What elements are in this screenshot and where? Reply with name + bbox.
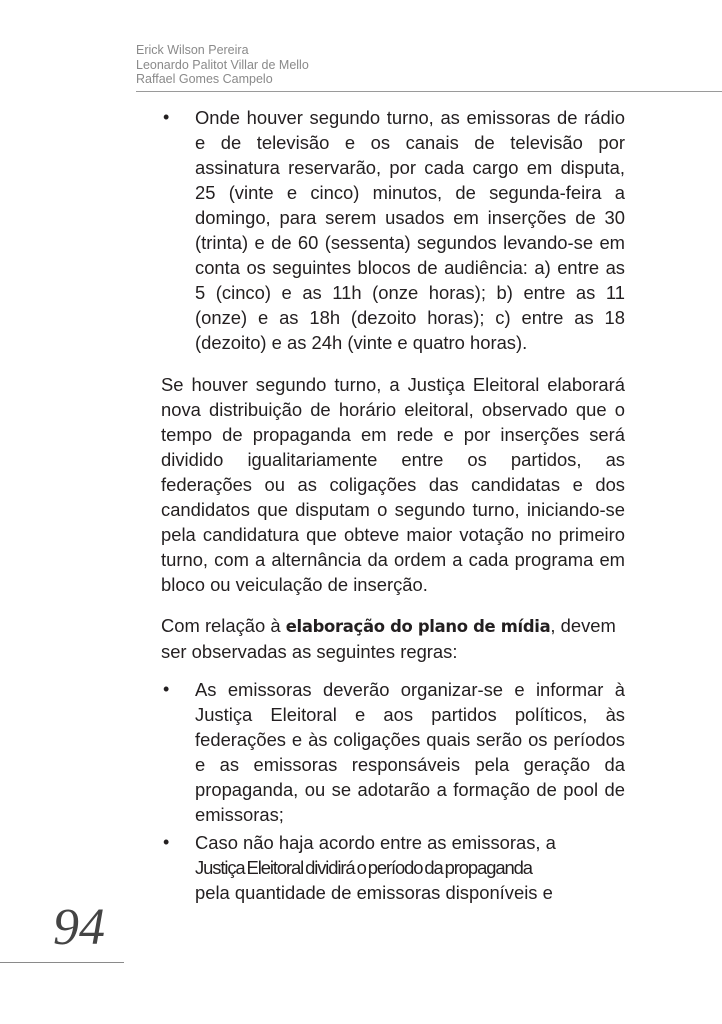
bullet-icon: • [163,679,170,699]
list-item [161,677,625,827]
list-item-text: Onde houver segundo turno, as emissoras de rádio e de televisão e os canais de televisão por assinatura reservarão, por cada cargo em disputa, 25 (vinte e cinco) minutos, de segunda-feira a domingo, para serem usados em inserções de 30 (trinta) e de 60 (sessenta) segundos levando-se em conta os seguintes blocos de audiência: a) entre as 5 (cinco) e as 11h (onze horas); b) entre as 11 (onze) e as 18h (dezoito horas); c) entre as 18 (dezoito) e as 24h (vinte e quatro horas). [195,107,625,353]
bullet-icon: • [163,832,170,852]
author-name: Leonardo Palitot Villar de Mello [136,57,309,72]
body-paragraph [161,613,625,664]
list-item-line: Caso não haja acordo entre as emissoras, a [195,832,556,853]
body-paragraph: Se houver segundo turno, a Justiça Eleitoral elaborará nova distribuição de horário eleitoral, observado que o tempo de propaganda em rede e por inserções será dividido igualitariamente entre os partidos, as federações ou as coligações das candidatas e dos candidatos que disputam o segundo turno, iniciando-se pela candidatura que obteve maior votação no primeiro turno, com a alternância da ordem a cada programa em bloco ou veiculação de inserção. [161,374,625,595]
page-body [161,105,625,905]
emphasized-text: elaboração do plano de mídia [285,617,551,636]
list-item [161,105,625,355]
list-item-line: pela quantidade de emissoras disponíveis e [195,882,553,903]
author-name: Erick Wilson Pereira [136,43,249,57]
footer-divider [0,962,124,963]
bullet-icon: • [163,107,170,127]
page-number: 94 [53,899,105,956]
list-item [161,830,625,905]
list-item-line: Justiça Eleitoral dividirá o período da propaganda [195,857,532,878]
paragraph-text: Com relação à [161,615,286,636]
list-item-text: As emissoras deverão organizar-se e informar à Justiça Eleitoral e aos partidos políticos, às federações e às coligações quais serão os períodos e as emissoras responsáveis pela geração da propaganda, ou se adotarão a formação de pool de emissoras; [195,679,625,825]
paragraph-text: , devem ser observadas as seguintes regras: [161,615,616,662]
author-name: Raffael Gomes Campelo [136,72,273,86]
running-header [136,43,309,87]
header-divider [136,91,722,92]
